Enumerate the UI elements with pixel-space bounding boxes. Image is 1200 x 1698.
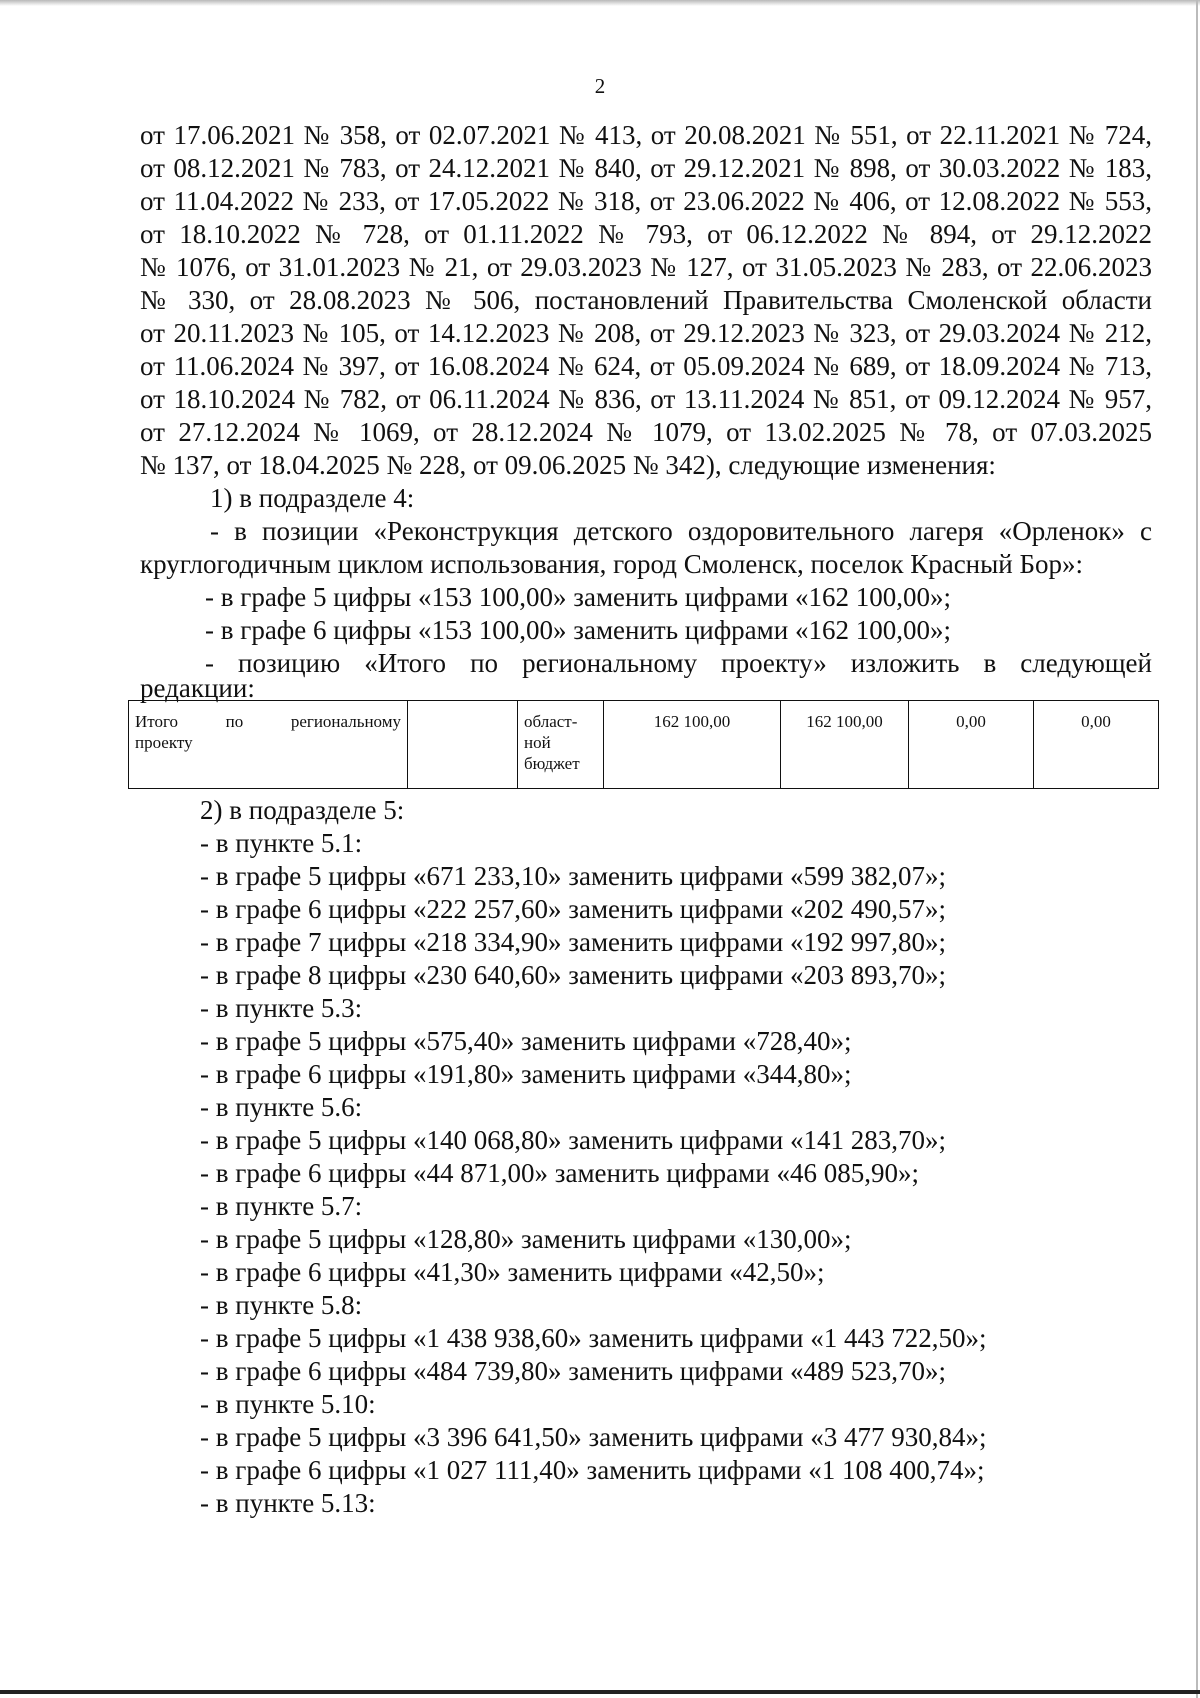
section2-line: - в графе 6 цифры «41,30» заменить цифрами «42,50»;	[200, 1257, 825, 1287]
intro-line: от 11.06.2024 № 397, от 16.08.2024 № 624, от 05.09.2024 № 689, от 18.09.2024 № 713,	[140, 351, 1152, 381]
column-6-cell: 162 100,00	[781, 701, 909, 789]
empty-cell	[408, 701, 518, 789]
section2-line: - в пункте 5.13:	[200, 1488, 376, 1518]
intro-line: № 1076, от 31.01.2023 № 21, от 29.03.2023 № 127, от 31.05.2023 № 283, от 22.06.2023	[140, 252, 1152, 282]
intro-line: № 330, от 28.08.2023 № 506, постановлений Правительства Смоленской области	[140, 285, 1152, 315]
section2-line: - в графе 6 цифры «44 871,00» заменить цифрами «46 085,90»;	[200, 1158, 919, 1188]
intro-line: от 11.04.2022 № 233, от 17.05.2022 № 318, от 23.06.2022 № 406, от 12.08.2022 № 553,	[140, 186, 1152, 216]
scan-right-edge	[1196, 0, 1198, 1698]
section1-position-line: - в позиции «Реконструкция детского оздоровительного лагеря «Орленок» с	[210, 516, 1152, 546]
section2-line: - в графе 8 цифры «230 640,60» заменить цифрами «203 893,70»;	[200, 960, 946, 990]
scan-bottom-edge	[0, 1690, 1200, 1694]
section1-item: - в графе 6 цифры «153 100,00» заменить цифрами «162 100,00»;	[205, 615, 951, 645]
section2-line: - в графе 5 цифры «140 068,80» заменить цифрами «141 283,70»;	[200, 1125, 946, 1155]
intro-line: от 08.12.2021 № 783, от 24.12.2021 № 840, от 29.12.2021 № 898, от 30.03.2022 № 183,	[140, 153, 1152, 183]
section1-position-line: круглогодичным циклом использования, город Смоленск, поселок Красный Бор»:	[140, 549, 1083, 579]
section2-line: - в пункте 5.1:	[200, 828, 363, 858]
section1-total-line: редакции:	[140, 673, 255, 703]
scan-top-edge	[0, 0, 1200, 6]
funding-source-line: област-	[524, 712, 578, 731]
section2-line: - в графе 5 цифры «128,80» заменить цифрами «130,00»;	[200, 1224, 852, 1254]
section2-line: - в пункте 5.8:	[200, 1290, 363, 1320]
section2-line: - в пункте 5.3:	[200, 993, 363, 1023]
total-name-line: проекту	[135, 733, 193, 752]
funding-source-line: ной	[524, 733, 551, 752]
column-8-cell: 0,00	[1034, 701, 1159, 789]
section2-line: - в пункте 5.7:	[200, 1191, 363, 1221]
intro-line: от 20.11.2023 № 105, от 14.12.2023 № 208, от 29.12.2023 № 323, от 29.03.2024 № 212,	[140, 318, 1152, 348]
column-5-cell: 162 100,00	[604, 701, 781, 789]
section2-heading: 2) в подразделе 5:	[200, 795, 405, 825]
total-name-line: Итого по региональному	[135, 712, 401, 731]
intro-line: от 18.10.2024 № 782, от 06.11.2024 № 836, от 13.11.2024 № 851, от 09.12.2024 № 957,	[140, 384, 1152, 414]
section1-heading: 1) в подразделе 4:	[210, 483, 415, 513]
regional-project-total-table	[128, 700, 1159, 789]
section2-line: - в графе 6 цифры «191,80» заменить цифрами «344,80»;	[200, 1059, 852, 1089]
column-7-cell: 0,00	[909, 701, 1034, 789]
section2-line: - в графе 5 цифры «575,40» заменить цифрами «728,40»;	[200, 1026, 852, 1056]
section2-line: - в пункте 5.10:	[200, 1389, 376, 1419]
section2-line: - в графе 7 цифры «218 334,90» заменить цифрами «192 997,80»;	[200, 927, 946, 957]
funding-source-line: бюджет	[524, 754, 580, 773]
total-name-cell	[129, 701, 408, 789]
funding-source-cell	[518, 701, 604, 789]
table-row	[129, 701, 1159, 789]
intro-line: № 137, от 18.04.2025 № 228, от 09.06.2025 № 342), следующие изменения:	[140, 450, 996, 480]
intro-line: от 27.12.2024 № 1069, от 28.12.2024 № 1079, от 13.02.2025 № 78, от 07.03.2025	[140, 417, 1152, 447]
section1-total-line: - позицию «Итого по региональному проекту» изложить в следующей	[205, 648, 1152, 678]
section2-line: - в графе 6 цифры «484 739,80» заменить цифрами «489 523,70»;	[200, 1356, 946, 1386]
section2-line: - в графе 6 цифры «222 257,60» заменить цифрами «202 490,57»;	[200, 894, 946, 924]
section2-line: - в пункте 5.6:	[200, 1092, 363, 1122]
section1-item: - в графе 5 цифры «153 100,00» заменить цифрами «162 100,00»;	[205, 582, 951, 612]
page-number: 2	[594, 74, 606, 98]
intro-line: от 17.06.2021 № 358, от 02.07.2021 № 413, от 20.08.2021 № 551, от 22.11.2021 № 724,	[140, 120, 1152, 150]
section2-line: - в графе 5 цифры «671 233,10» заменить цифрами «599 382,07»;	[200, 861, 946, 891]
section2-line: - в графе 5 цифры «3 396 641,50» заменить цифрами «3 477 930,84»;	[200, 1422, 987, 1452]
section2-line: - в графе 6 цифры «1 027 111,40» заменить цифрами «1 108 400,74»;	[200, 1455, 985, 1485]
section2-line: - в графе 5 цифры «1 438 938,60» заменить цифрами «1 443 722,50»;	[200, 1323, 987, 1353]
intro-line: от 18.10.2022 № 728, от 01.11.2022 № 793, от 06.12.2022 № 894, от 29.12.2022	[140, 219, 1152, 249]
